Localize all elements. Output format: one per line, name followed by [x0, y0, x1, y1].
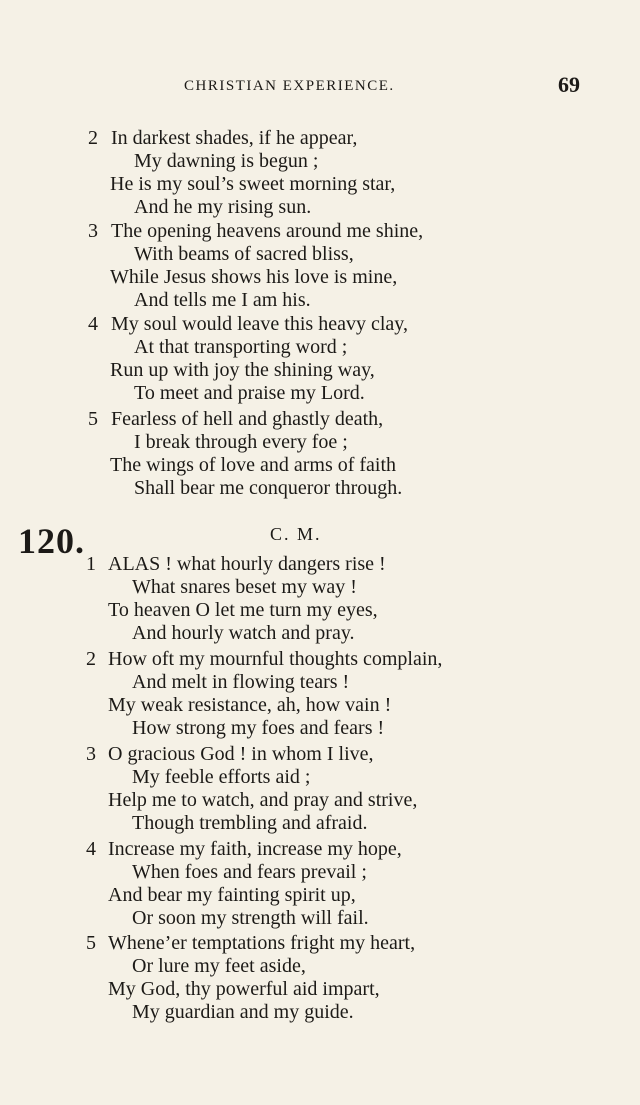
verse-line: With beams of sacred bliss,: [134, 243, 354, 265]
verse-number: 4: [86, 838, 96, 860]
verse-line: My weak resistance, ah, how vain !: [108, 694, 392, 716]
verse-number: 3: [88, 220, 98, 242]
verse-line: Shall bear me conqueror through.: [134, 477, 403, 499]
verse-line: When foes and fears prevail ;: [132, 861, 367, 883]
verse-line: O gracious God ! in whom I live,: [108, 743, 374, 765]
verse-line: And tells me I am his.: [134, 289, 311, 311]
verse-line: In darkest shades, if he appear,: [111, 127, 358, 149]
verse-line: How strong my foes and fears !: [132, 717, 385, 739]
verse-line: At that transporting word ;: [134, 336, 348, 358]
verse-number: 2: [88, 127, 98, 149]
verse-line: My guardian and my guide.: [132, 1001, 354, 1023]
verse-line: He is my soul’s sweet morning star,: [110, 173, 396, 195]
verse-line: How oft my mournful thoughts complain,: [108, 648, 443, 670]
verse-line: Though trembling and afraid.: [132, 812, 368, 834]
verse-number: 1: [86, 553, 96, 575]
verse-line: My soul would leave this heavy clay,: [111, 313, 408, 335]
running-title: CHRISTIAN EXPERIENCE.: [184, 78, 395, 94]
verse-number: 3: [86, 743, 96, 765]
verse-line: And he my rising sun.: [134, 196, 312, 218]
hymn-number: 120.: [18, 521, 85, 561]
verse-line: And melt in flowing tears !: [132, 671, 350, 693]
verse-number: 4: [88, 313, 98, 335]
verse-line: The wings of love and arms of faith: [110, 454, 397, 476]
verse-line: Increase my faith, increase my hope,: [108, 838, 402, 860]
verse-line: While Jesus shows his love is mine,: [110, 266, 398, 288]
verse-line: What snares beset my way !: [132, 576, 357, 598]
hymn-meter: C. M.: [270, 524, 322, 544]
verse-line: My God, thy powerful aid impart,: [108, 978, 380, 1000]
verse-line: To meet and praise my Lord.: [134, 382, 365, 404]
page-number: 69: [558, 72, 580, 97]
verse-line: ALAS ! what hourly dangers rise !: [108, 553, 386, 575]
verse-line: Or lure my feet aside,: [132, 955, 306, 977]
verse-line: And hourly watch and pray.: [132, 622, 355, 644]
verse-line: And bear my fainting spirit up,: [108, 884, 356, 906]
verse-line: Whene’er temptations fright my heart,: [108, 932, 416, 954]
verse-line: Fearless of hell and ghastly death,: [111, 408, 384, 430]
verse-line: Run up with joy the shining way,: [110, 359, 375, 381]
verse-line: I break through every foe ;: [134, 431, 348, 453]
verse-line: Help me to watch, and pray and strive,: [108, 789, 418, 811]
verse-line: To heaven O let me turn my eyes,: [108, 599, 378, 621]
verse-line: The opening heavens around me shine,: [111, 220, 424, 242]
verse-line: My dawning is begun ;: [134, 150, 319, 172]
verse-line: Or soon my strength will fail.: [132, 907, 369, 929]
verse-line: My feeble efforts aid ;: [132, 766, 311, 788]
verse-number: 5: [86, 932, 96, 954]
verse-number: 2: [86, 648, 96, 670]
verse-number: 5: [88, 408, 98, 430]
